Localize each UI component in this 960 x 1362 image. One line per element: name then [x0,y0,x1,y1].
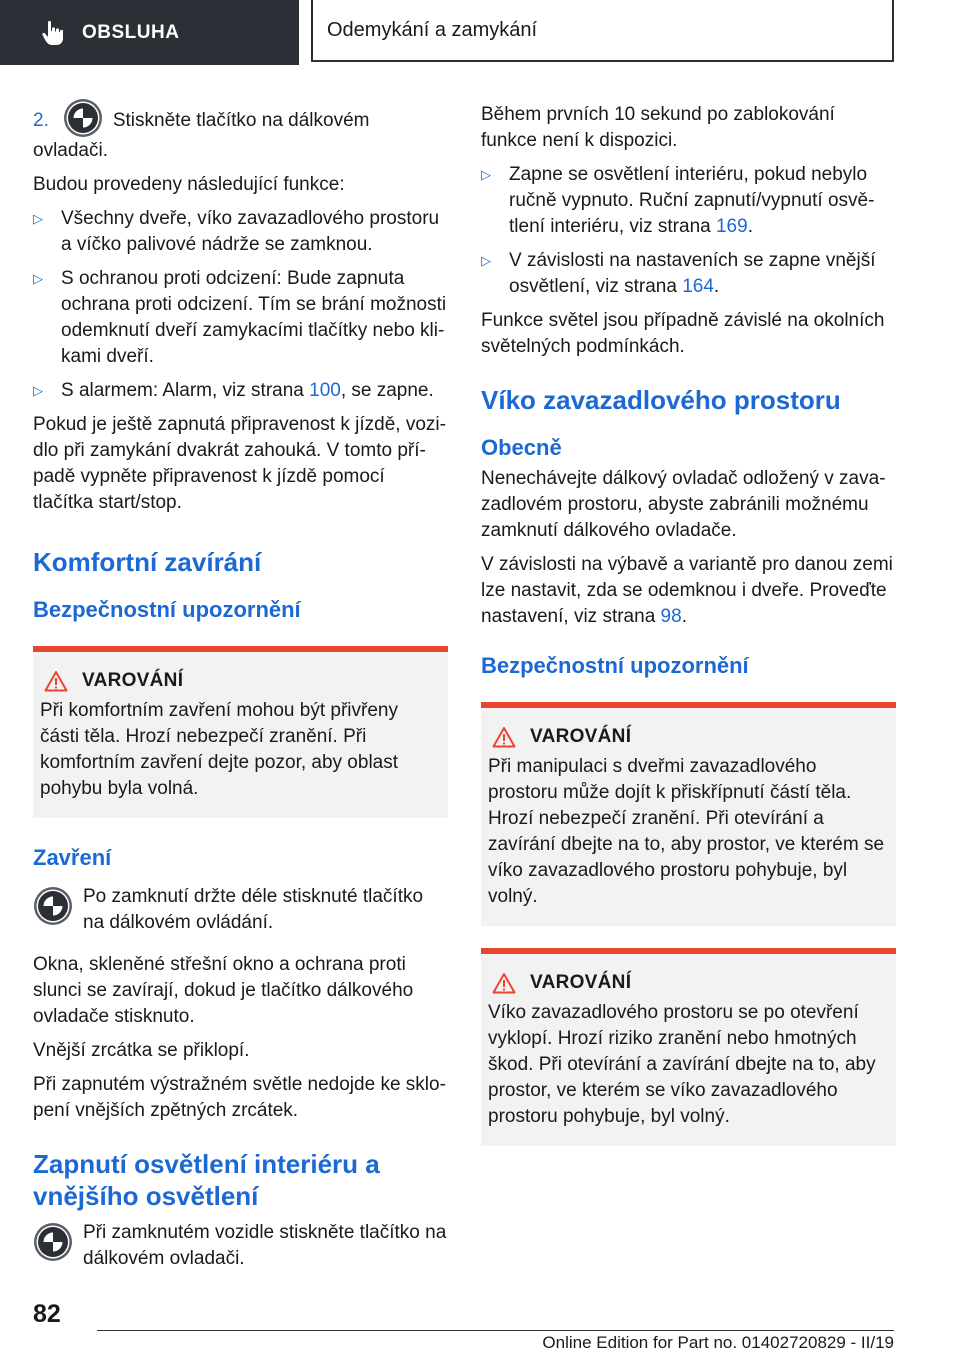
heading-bezpecnostni-upozorneni: Bezpečnostní upozornění [481,653,749,678]
bullet-triangle-icon: ▷ [33,383,43,398]
page-link-98[interactable]: 98 [660,606,682,627]
list-item [33,266,448,370]
paragraph: Okna, skleněné střešní okno a ochrana proti slunci se zavírají, dokud je tlačítko dálkového ovladače stisknuto. [33,954,414,1027]
right-column [481,102,896,1168]
hand-pointer-icon [38,18,68,48]
paragraph: Vnější zrcátka se přiklopí. [33,1040,250,1061]
chapter-header [311,0,894,62]
chapter-title: Odemykání a zamykání [327,18,538,41]
step-text: Stiskněte tlačítko na dálkovém ovladači. [33,110,370,161]
heading-viko-zavazadloveho-prostoru: Víko zavazadlového prostoru [481,385,841,415]
functions-intro: Budou provedeny následující funkce: [33,174,345,195]
paragraph: Při zapnutém výstražném světle nedojde ke sklopení vnějších zpětných zrcátek. [33,1074,446,1121]
paragraph: V závislosti na výbavě a variantě pro danou zemi lze nastavit, zda se odemknou i dveře. Proveďte nastavení, viz strana 98. [481,554,893,627]
warning-title: VAROVÁNÍ [530,726,632,747]
heading-bezpecnostni-upozorneni: Bezpečnostní upozornění [33,597,301,622]
edition-note: Online Edition for Part no. 01402720829 - II/19 [542,1333,894,1352]
bullet-triangle-icon: ▷ [33,271,43,286]
heading-zapnuti-osvetleni: Zapnutí osvětlení interiéru a vnějšího osvětlení [33,1149,380,1211]
paragraph: Během prvních 10 sekund po zablokování funkce není k dispozici. [481,104,835,151]
key-instruction [33,884,448,936]
bullet-triangle-icon: ▷ [481,167,491,182]
step-2 [33,104,448,164]
warning-title: VAROVÁNÍ [530,972,632,993]
heading-zavreni: Zavření [33,845,112,870]
bmw-key-icon [33,886,73,926]
paragraph: Funkce světel jsou případně závislé na okolních světelných podmínkách. [481,310,885,357]
bmw-key-icon [63,98,103,138]
page-link-169[interactable]: 169 [715,216,748,237]
warning-box [481,948,896,1146]
warning-text: Při manipulaci s dveřmi zavazadlového prostoru může dojít k přiskřípnutí částí těla. Hrozí nebezpečí zranění. Při otevírání a zavírání dbejte na to, aby prostor, ve kterém se víko zavazadlového prostoru pohybuje, byl volný. [488,756,885,907]
list-item-text: Všechny dveře, víko zavazadlového prostoru a víčko palivové nádrže se zamknou. [61,208,440,255]
warning-triangle-icon [492,972,516,994]
warning-text: Při komfortním zavření mohou být přivřeny části těla. Hrozí nebezpečí zranění. Při komfortním zavření dejte pozor, aby oblast pohybu byla volná. [40,700,399,799]
key-instruction [33,1220,448,1272]
section-title: OBSLUHA [82,21,180,43]
bullet-triangle-icon: ▷ [33,211,43,226]
page-link-164[interactable]: 164 [682,276,714,297]
list-item [481,248,896,300]
warning-text: Víko zavazadlového prostoru se po otevření vyklopí. Hrozí riziko zranění nebo hmotných škod. Při otevírání a zavírání dbejte na to, aby prostor, ve kterém se víko zavazadlového prostoru pohybuje, byl volný. [488,1002,876,1127]
paragraph: Pokud je ještě zapnutá připravenost k jízdě, vozidlo při zamykání dvakrát zahouká. V tomto případě vypněte připravenost k jízdě pomocí tlačítka start/stop. [33,414,446,513]
heading-komfortni-zavirani: Komfortní zavírání [33,547,262,577]
list-item-text: S ochranou proti odcizení: Bude zapnuta ochrana proti odcizení. Tím se brání možnosti odemknutí dveří zamykacími tlačítky nebo klikami dveří. [61,268,447,367]
left-column [33,100,448,1288]
key-instruction-text: Po zamknutí držte déle stisknuté tlačítko na dálkovém ovládání. [83,886,424,933]
warning-triangle-icon [492,726,516,748]
page-link-100[interactable]: 100 [309,380,341,401]
key-instruction-text: Při zamknutém vozidle stiskněte tlačítko na dálkovém ovladači. [83,1222,447,1269]
warning-title: VAROVÁNÍ [82,670,184,691]
list-item [33,206,448,258]
list-item-text: V závislosti na nastaveních se zapne vnější osvětlení, viz strana 164. [509,250,876,297]
warning-box [481,702,896,926]
list-item-text: Zapne se osvětlení interiéru, pokud nebylo ručně vypnuto. Ruční zapnutí/vypnutí osvětlení interiéru, viz strana 169. [509,164,875,237]
section-tab [0,0,299,65]
warning-box [33,646,448,818]
footer-divider [97,1330,894,1331]
bmw-key-icon [33,1222,73,1262]
step-number: 2. [33,110,49,132]
bullet-triangle-icon: ▷ [481,253,491,268]
paragraph: Nenechávejte dálkový ovladač odložený v zavazadlovém prostoru, abyste zabránili možnému zamknutí dálkového ovladače. [481,468,886,541]
heading-obecne: Obecně [481,435,562,460]
list-item-text: S alarmem: Alarm, viz strana 100, se zapne. [61,380,434,401]
warning-triangle-icon [44,670,68,692]
list-item [33,378,448,404]
list-item [481,162,896,240]
page-number: 82 [33,1300,61,1328]
